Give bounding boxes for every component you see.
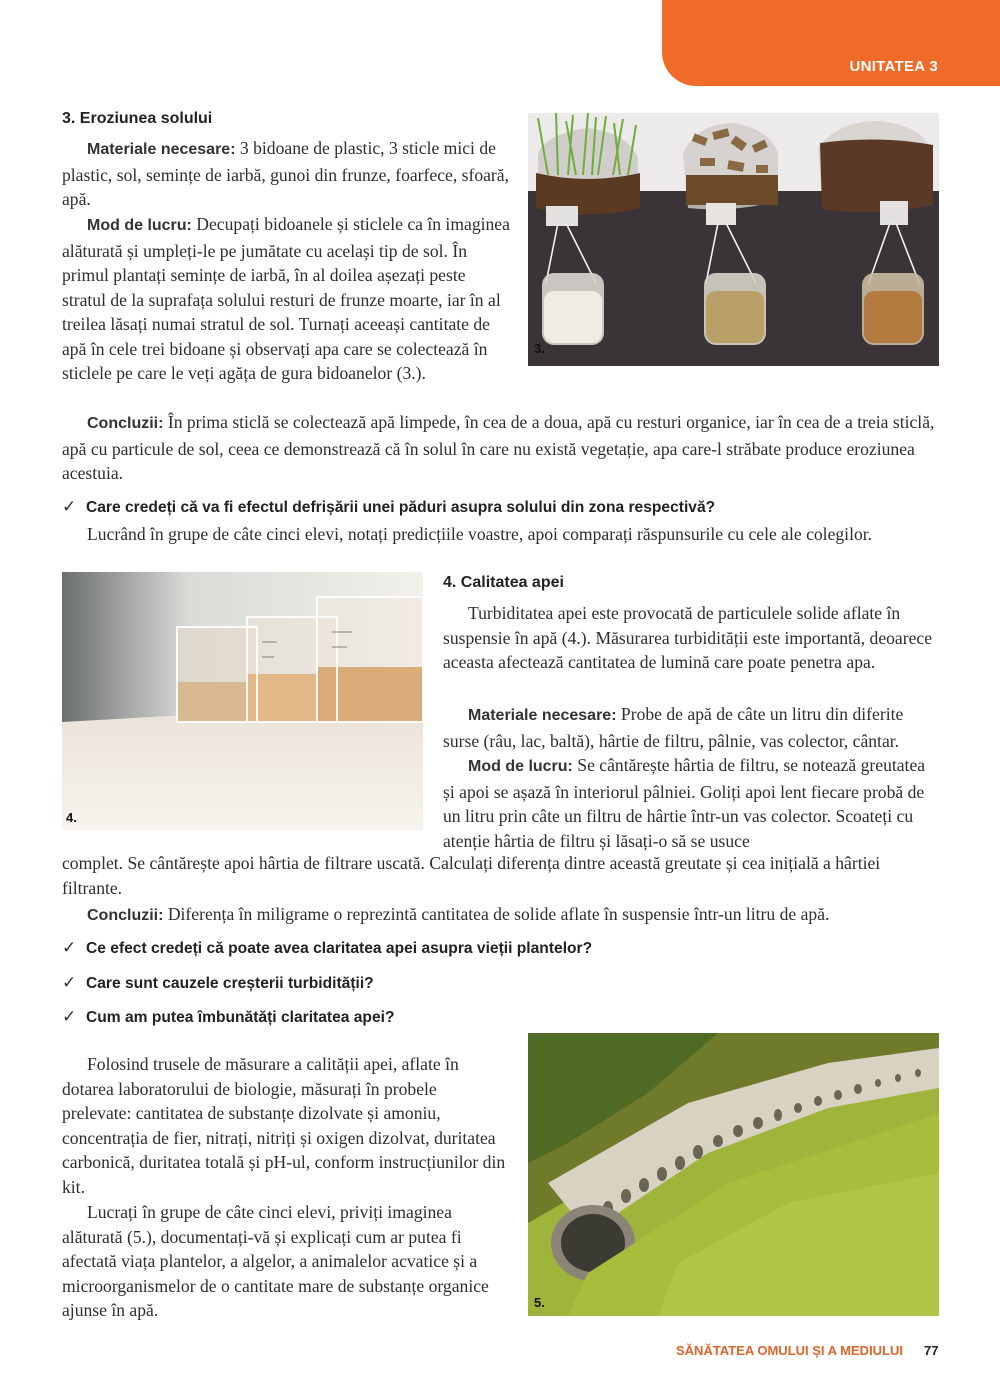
conclusions-label: Concluzii: (87, 907, 164, 924)
method-label: Mod de lucru: (87, 217, 192, 234)
section-4-materials (443, 702, 940, 753)
section-3-group-task: Lucrând în grupe de câte cinci elevi, notați predicțiile voastre, apoi comparați răspunsurile cu cele ale colegilor. (87, 524, 873, 544)
unit-label: UNITATEA 3 (849, 58, 938, 75)
materials-label: Materiale necesare: (468, 707, 617, 724)
section-4-conclusions (62, 902, 942, 929)
page-number: 77 (924, 1343, 939, 1358)
section-4-intro: Turbiditatea apei este provocată de particulele solide aflate în suspensie în apă (4.). Măsurarea turbidității este importantă, deoarece aceasta afectează cantitatea de lumină care poate penetra apa. (443, 603, 933, 672)
unit-header-tab (662, 0, 1000, 86)
figure-5-polluted-canal (528, 1033, 939, 1316)
question-text: Cum am putea îmbunătăți claritatea apei? (86, 1009, 395, 1026)
checkmark-icon: ✓ (62, 938, 77, 957)
section-3-title: 3. Eroziunea solului (62, 110, 213, 127)
section-3-materials (62, 136, 510, 212)
water-kit-paragraph: Folosind trusele de măsurare a calității apei, aflate în dotarea laboratorului de biologie, măsurați în probele prelevate: cantitatea de substanțe dizolvate și amoniu, concentrația de fier, nitrați, nitriți și oxigen dizolvat, duritatea carbonică, duritatea totală și pH-ul, conform instrucțiunilor din kit. (62, 1054, 506, 1197)
group-work-paragraph: Lucrați în grupe de câte cinci elevi, priviți imaginea alăturată (5.), documentați-vă și explicați cum ar putea fi afectată viața plantelor, a algelor, a animalelor acvatice și a microorganismelor de o cantitate mare de substanțe organice ajunse în apă. (62, 1202, 489, 1320)
figure-3-erosion-bottles (528, 113, 939, 366)
materials-text: Probe de apă de câte un litru din diferite surse (râu, lac, baltă), hârtie de filtru, pâlnie, vas colector, cântar. (443, 704, 904, 751)
materials-text: 3 bidoane de plastic, 3 sticle mici de plastic, sol, semințe de iarbă, gunoi din frunze, foarfece, sfoară, apă. (62, 138, 509, 209)
question-improve-clarity (62, 1007, 395, 1027)
question-text: Ce efect credeți că poate avea claritatea apei asupra vieții plantelor? (86, 940, 593, 957)
question-text: Care sunt cauzele creșterii turbidității? (86, 975, 374, 992)
figure-4-label: 4. (66, 810, 77, 825)
section-4-title: 4. Calitatea apei (443, 574, 564, 591)
section-3-method (62, 212, 510, 386)
checkmark-icon: ✓ (62, 973, 77, 992)
figure-3-label: 3. (534, 341, 545, 356)
figure-5-label: 5. (534, 1295, 545, 1310)
section-4-method-continued: complet. Se cântărește apoi hârtia de filtrare uscată. Calculați diferența dintre această greutate și cea inițială a hârtiei filtrante. (62, 853, 881, 898)
checkmark-icon: ✓ (62, 497, 77, 516)
footer-chapter: SĂNĂTATEA OMULUI ȘI A MEDIULUI (676, 1343, 904, 1358)
question-deforestation (62, 497, 715, 517)
figure-4-turbidity-beakers (62, 572, 423, 830)
method-text: Se cântărește hârtia de filtru, se notează greutatea și apoi se așază în interiorul pâlniei. Goliți apoi lent fiecare probă de un litru prin câte un filtru de hârtie într-un vas colector. Scoateți cu atenție hârtia de filtru și lăsați-o să se usuce (443, 755, 926, 851)
conclusions-label: Concluzii: (87, 415, 164, 432)
question-turbidity-causes (62, 973, 374, 993)
question-text: Care credeți că va fi efectul defrișării unei păduri asupra solului din zona respectivă? (86, 499, 716, 516)
checkmark-icon: ✓ (62, 1007, 77, 1026)
materials-label: Materiale necesare: (87, 141, 236, 158)
question-clarity-plants (62, 938, 592, 958)
method-text: Decupați bidoanele și sticlele ca în imaginea alăturată și umpleți-le pe jumătate cu același tip de sol. În primul plantați semințe de iarbă, în al doilea așezați peste stratul de la suprafața solului resturi de frunze moarte, iar în al treilea lăsați numai stratul de sol. Turnați aceeași cantitate de apă în cele trei bidoane și observați apa care se colectează în sticlele pe care le veți agăța de gura bidoanelor (3.). (62, 214, 510, 383)
conclusions-text: În prima sticlă se colectează apă limpede, în cea de a doua, apă cu resturi organice, iar în cea de a treia sticlă, apă cu particule de sol, ceea ce demonstrează că în solul în care nu există vegetație, apa care-l străbate produce eroziunea acestuia. (62, 412, 935, 483)
section-4-method (443, 753, 940, 853)
conclusions-text: Diferența în miligrame o reprezintă cantitatea de solide aflate în suspensie într-un litru de apă. (163, 904, 830, 924)
method-label: Mod de lucru: (468, 758, 573, 775)
section-3-conclusions (62, 410, 940, 486)
